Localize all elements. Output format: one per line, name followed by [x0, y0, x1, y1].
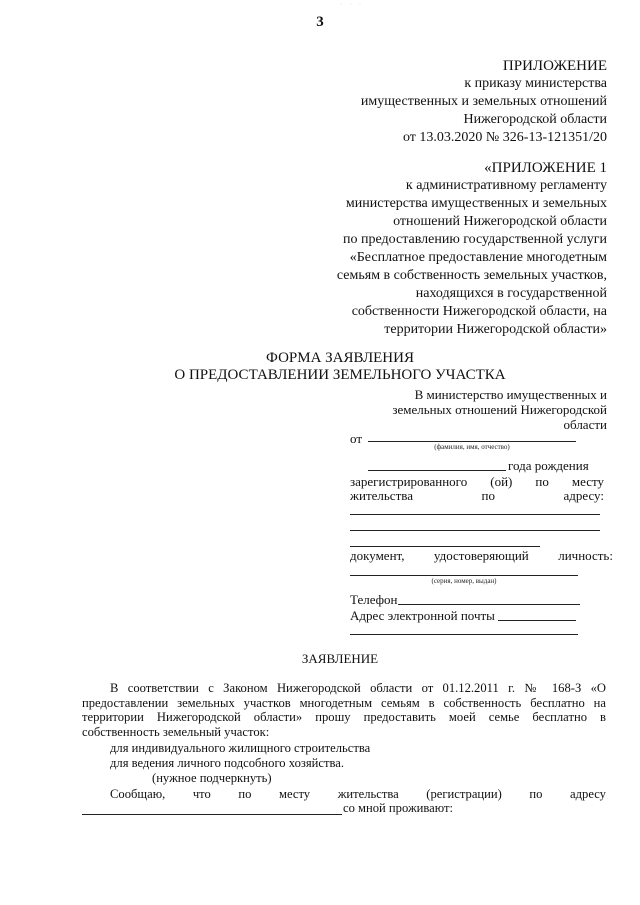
phone-label: Телефон [350, 592, 398, 607]
fio-caption: (фамилия, имя, отчество) [434, 443, 510, 451]
word: жительства [350, 488, 413, 503]
annex-line: отношений Нижегородской области [393, 214, 607, 229]
document-field[interactable] [350, 575, 578, 576]
addressee-line: В министерство имущественных и [414, 387, 607, 402]
word: по [481, 488, 495, 503]
email-field[interactable] [498, 620, 576, 621]
option-farming: для ведения личного подсобного хозяйства. [110, 756, 344, 770]
annex-line: собственности Нижегородской области, на [351, 304, 607, 319]
header-annex-title: ПРИЛОЖЕНИЕ [502, 58, 607, 74]
word: (ой) [490, 474, 513, 489]
header-order-number: от 13.03.2020 № 326-13-121351/20 [402, 130, 607, 145]
annex-line: к административному регламенту [405, 178, 607, 193]
email-label: Адрес электронной почты [350, 608, 495, 623]
cohabit-label: со мной проживают: [343, 801, 454, 815]
scan-artifact: · · · [340, 2, 364, 8]
document-line [350, 548, 613, 564]
addressee-line: области [563, 417, 607, 432]
annex-line: «Бесплатное предоставление многодетным [349, 250, 607, 265]
word: зарегистрированного [350, 474, 468, 489]
word: личность: [558, 548, 613, 563]
email-field-continued[interactable] [350, 634, 578, 635]
header-line: имущественных и земельных отношений [360, 94, 607, 109]
word: по [529, 787, 543, 801]
word: адресу: [563, 488, 604, 503]
annex-line: министерства имущественных и земельных [345, 196, 607, 211]
word: документ, [350, 548, 405, 563]
residence-line [350, 488, 604, 504]
form-subtitle: О ПРЕДОСТАВЛЕНИИ ЗЕМЕЛЬНОГО УЧАСТКА [174, 367, 506, 383]
annex-line: семьям в собственность земельных участков, [336, 268, 607, 283]
statement-paragraph: В соответствии с Законом Нижегородской области от 01.12.2011 г. № 168-З «О предоставлении земельных участков многодетным семьям в собственность бесплатно на территории Нижегородской области» прошу предоставить моей семье бесплатно в собственность земельный участок: [82, 681, 606, 739]
page-number: 3 [316, 14, 324, 30]
birth-year-field[interactable] [368, 470, 506, 471]
word: Сообщаю, [110, 787, 166, 801]
addressee-line: земельных отношений Нижегородской [392, 402, 607, 417]
annex-line: территории Нижегородской области» [384, 322, 607, 337]
word: по [238, 787, 252, 801]
word: адресу [570, 787, 606, 801]
annex-title: «ПРИЛОЖЕНИЕ 1 [484, 160, 607, 176]
address-field[interactable] [350, 530, 600, 531]
form-title: ФОРМА ЗАЯВЛЕНИЯ [266, 350, 414, 366]
word: месту [279, 787, 311, 801]
address-field[interactable] [350, 514, 600, 515]
inform-line [110, 787, 606, 802]
fio-field[interactable] [368, 441, 576, 442]
annex-line: находящихся в государственной [415, 286, 607, 301]
word: по [535, 474, 549, 489]
word: удостоверяющий [433, 548, 529, 563]
address-field[interactable] [350, 546, 540, 547]
from-label: от [350, 431, 363, 446]
word: (регистрации) [426, 787, 502, 801]
word: жительства [337, 787, 399, 801]
residence-address-field[interactable] [82, 814, 342, 815]
annex-line: по предоставлению государственной услуги [343, 232, 607, 247]
birth-year-label: года рождения [508, 458, 589, 473]
option-housing: для индивидуального жилищного строительства [110, 741, 371, 755]
header-line: к приказу министерства [464, 76, 607, 91]
document-caption: (серия, номер, выдан) [431, 577, 497, 585]
statement-title: ЗАЯВЛЕНИЕ [301, 651, 379, 666]
word: месту [571, 474, 604, 489]
phone-field[interactable] [398, 604, 580, 605]
word: что [192, 787, 211, 801]
underline-note: (нужное подчеркнуть) [152, 771, 272, 785]
header-line: Нижегородской области [463, 112, 607, 127]
